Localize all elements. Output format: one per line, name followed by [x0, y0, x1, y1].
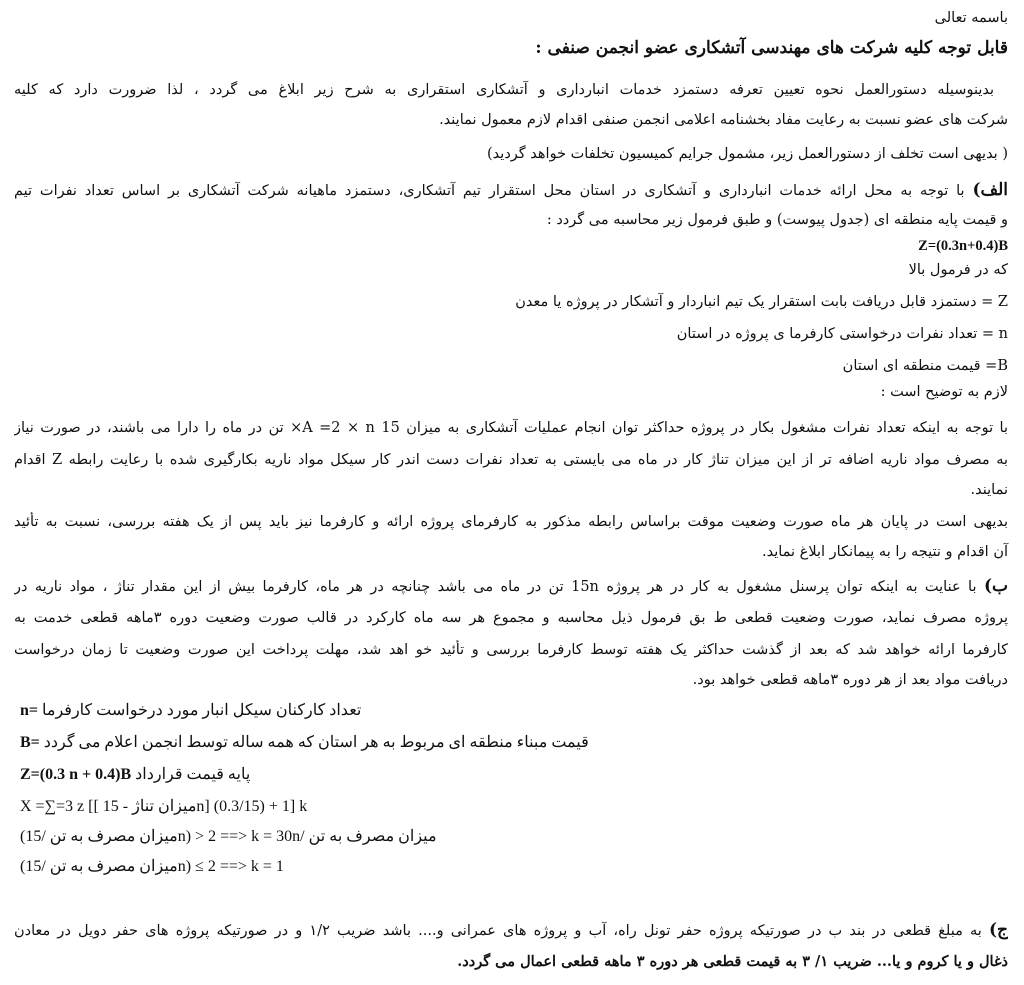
section-alef-line-2: و قیمت پایه منطقه ای (جدول پیوست) و طبق فرمول زیر محاسبه می گردد : — [546, 212, 1008, 228]
section-alef-text-1: با توجه به محل ارائه خدمات انبارداری و آتشکاری در استان محل استقرار تیم آتشکاری، دستمزد ماهیانه شرکت آتشکاری بر اساس تعداد نفرات تیم — [14, 183, 965, 199]
formula-k-condition-1: (میزان مصرف به تن /15n) > 2 ==> k = 30n/ میزان مصرف به تن — [20, 828, 437, 845]
paragraph-1-line-2: به مصرف مواد ناریه اضافه تر از این میزان تناژ کار در ماه می بایستی به تعداد نفرات دست اندر کار سیکل مواد ناریه بکارگیری شده با رعایت رابطه Z اقدام — [14, 452, 1008, 468]
section-alef-line-1 — [14, 180, 1008, 200]
definition-b: B= قیمت منطقه ای استان — [842, 358, 1008, 374]
note-heading: لازم به توضیح است : — [880, 384, 1008, 400]
section-be-line-1 — [14, 576, 1008, 596]
section-be-text-1: با عنایت به اینکه توان پرسنل مشغول به کار در هر پروژه 15n تن در ماه می باشد چنانچه در هر ماه، کارفرما بیش از این مقدار تناژ ، مواد ناریه در — [14, 579, 977, 595]
paragraph-1-line-1: با توجه به اینکه تعداد نفرات مشغول بکار در پروژه حداکثر توان انجام عملیات آتشکاری به میزان 15 A =2 × n× تن در ماه را دارا می باشند، در صورت نیاز — [14, 420, 1008, 436]
section-jim-line-2: ذغال و یا کروم و یا... ضریب ۱/ ۳ به قیمت قطعی هر دوره ۳ ماهه قطعی اعمال می گردد. — [457, 953, 1008, 970]
section-be-line-2: پروژه مصرف نماید، صورت وضعیت قطعی ط بق فرمول ذیل محاسبه و مجموع هر سه ماه کارکرد در قالب صورت وضعیت دوره ۳ماهه قطعی خدمت به — [14, 610, 1008, 626]
section-jim-text-1: به مبلغ قطعی در بند ب در صورتیکه پروژه حفر تونل راه، آب و پروژه های عمرانی و.... باشد ضریب ۱/۲ و در صورتیکه پروژه های حفر دویل در معادن — [14, 923, 982, 939]
section-be-line-4: دریافت مواد بعد از هر دوره ۳ماهه قطعی خواهد بود. — [692, 672, 1008, 688]
section-be-label: ب) — [983, 576, 1008, 596]
definition-n: n = تعداد نفرات درخواستی کارفرما ی پروژه در استان — [676, 326, 1008, 342]
formula-n-definition: n= تعداد کارکنان سیکل انبار مورد درخواست کارفرما — [20, 702, 362, 719]
document — [14, 0, 1008, 985]
section-jim-line-1 — [14, 920, 1008, 940]
formula-k-condition-2: (میزان مصرف به تن /15n) ≤ 2 ==> k = 1 — [20, 858, 284, 875]
formula-b-definition: B= قیمت مبناء منطقه ای مربوط به هر استان که همه ساله توسط انجمن اعلام می گردد — [20, 734, 589, 751]
paragraph-1-line-3: نمایند. — [970, 482, 1008, 498]
intro-line-1: بدینوسیله دستورالعمل نحوه تعیین تعرفه دستمزد خدمات انبارداری و آتشکاری استقراری به شرح زیر ابلاغ می گردد ، لذا ضرورت دارد که کلیه — [14, 82, 994, 98]
formula-main: Z=(0.3n+0.4)B — [918, 238, 1008, 254]
greeting-heading: باسمه تعالی — [934, 10, 1008, 26]
section-alef-label: الف) — [972, 180, 1008, 200]
section-jim-label: ج) — [988, 920, 1008, 940]
formula-where: که در فرمول بالا — [908, 262, 1008, 278]
definition-z: Z = دستمزد قابل دریافت بابت استقرار یک تیم انباردار و آتشکار در پروژه یا معدن — [515, 294, 1008, 310]
formula-z-contract: Z=(0.3 n + 0.4)B پایه قیمت قرارداد — [20, 766, 251, 783]
paragraph-2-line-2: آن اقدام و نتیجه را به پیمانکار ابلاغ نماید. — [761, 544, 1008, 560]
document-title: قابل توجه کلیه شرکت های مهندسی آتشکاری عضو انجمن صنفی : — [535, 38, 1008, 58]
intro-line-2: شرکت های عضو نسبت به رعایت مفاد بخشنامه اعلامی انجمن صنفی اقدام لازم معمول نمایند. — [439, 112, 1008, 128]
formula-x-sum: X =∑=3 z [[ میزان تناژ - 15n] (0.3/15) + 1] k — [20, 798, 308, 815]
paragraph-2-line-1: بدیهی است در پایان هر ماه صورت وضعیت موقت براساس رابطه مذکور به کارفرمای پروژه ارائه و کارفرما نیز باید پس از یک هفته بررسی، نسبت به تأئید — [14, 514, 1008, 530]
section-be-line-3: کارفرما ارائه خواهد شد که بعد از گذشت حداکثر یک هفته توسط کارفرما بررسی و تأئید خو اهد شد، مهلت پرداخت این صورت وضعیت تا زمان درخواست — [14, 642, 1008, 658]
intro-line-3: ( بدیهی است تخلف از دستورالعمل زیر، مشمول جرایم کمیسیون تخلفات خواهد گردید) — [487, 146, 1008, 162]
